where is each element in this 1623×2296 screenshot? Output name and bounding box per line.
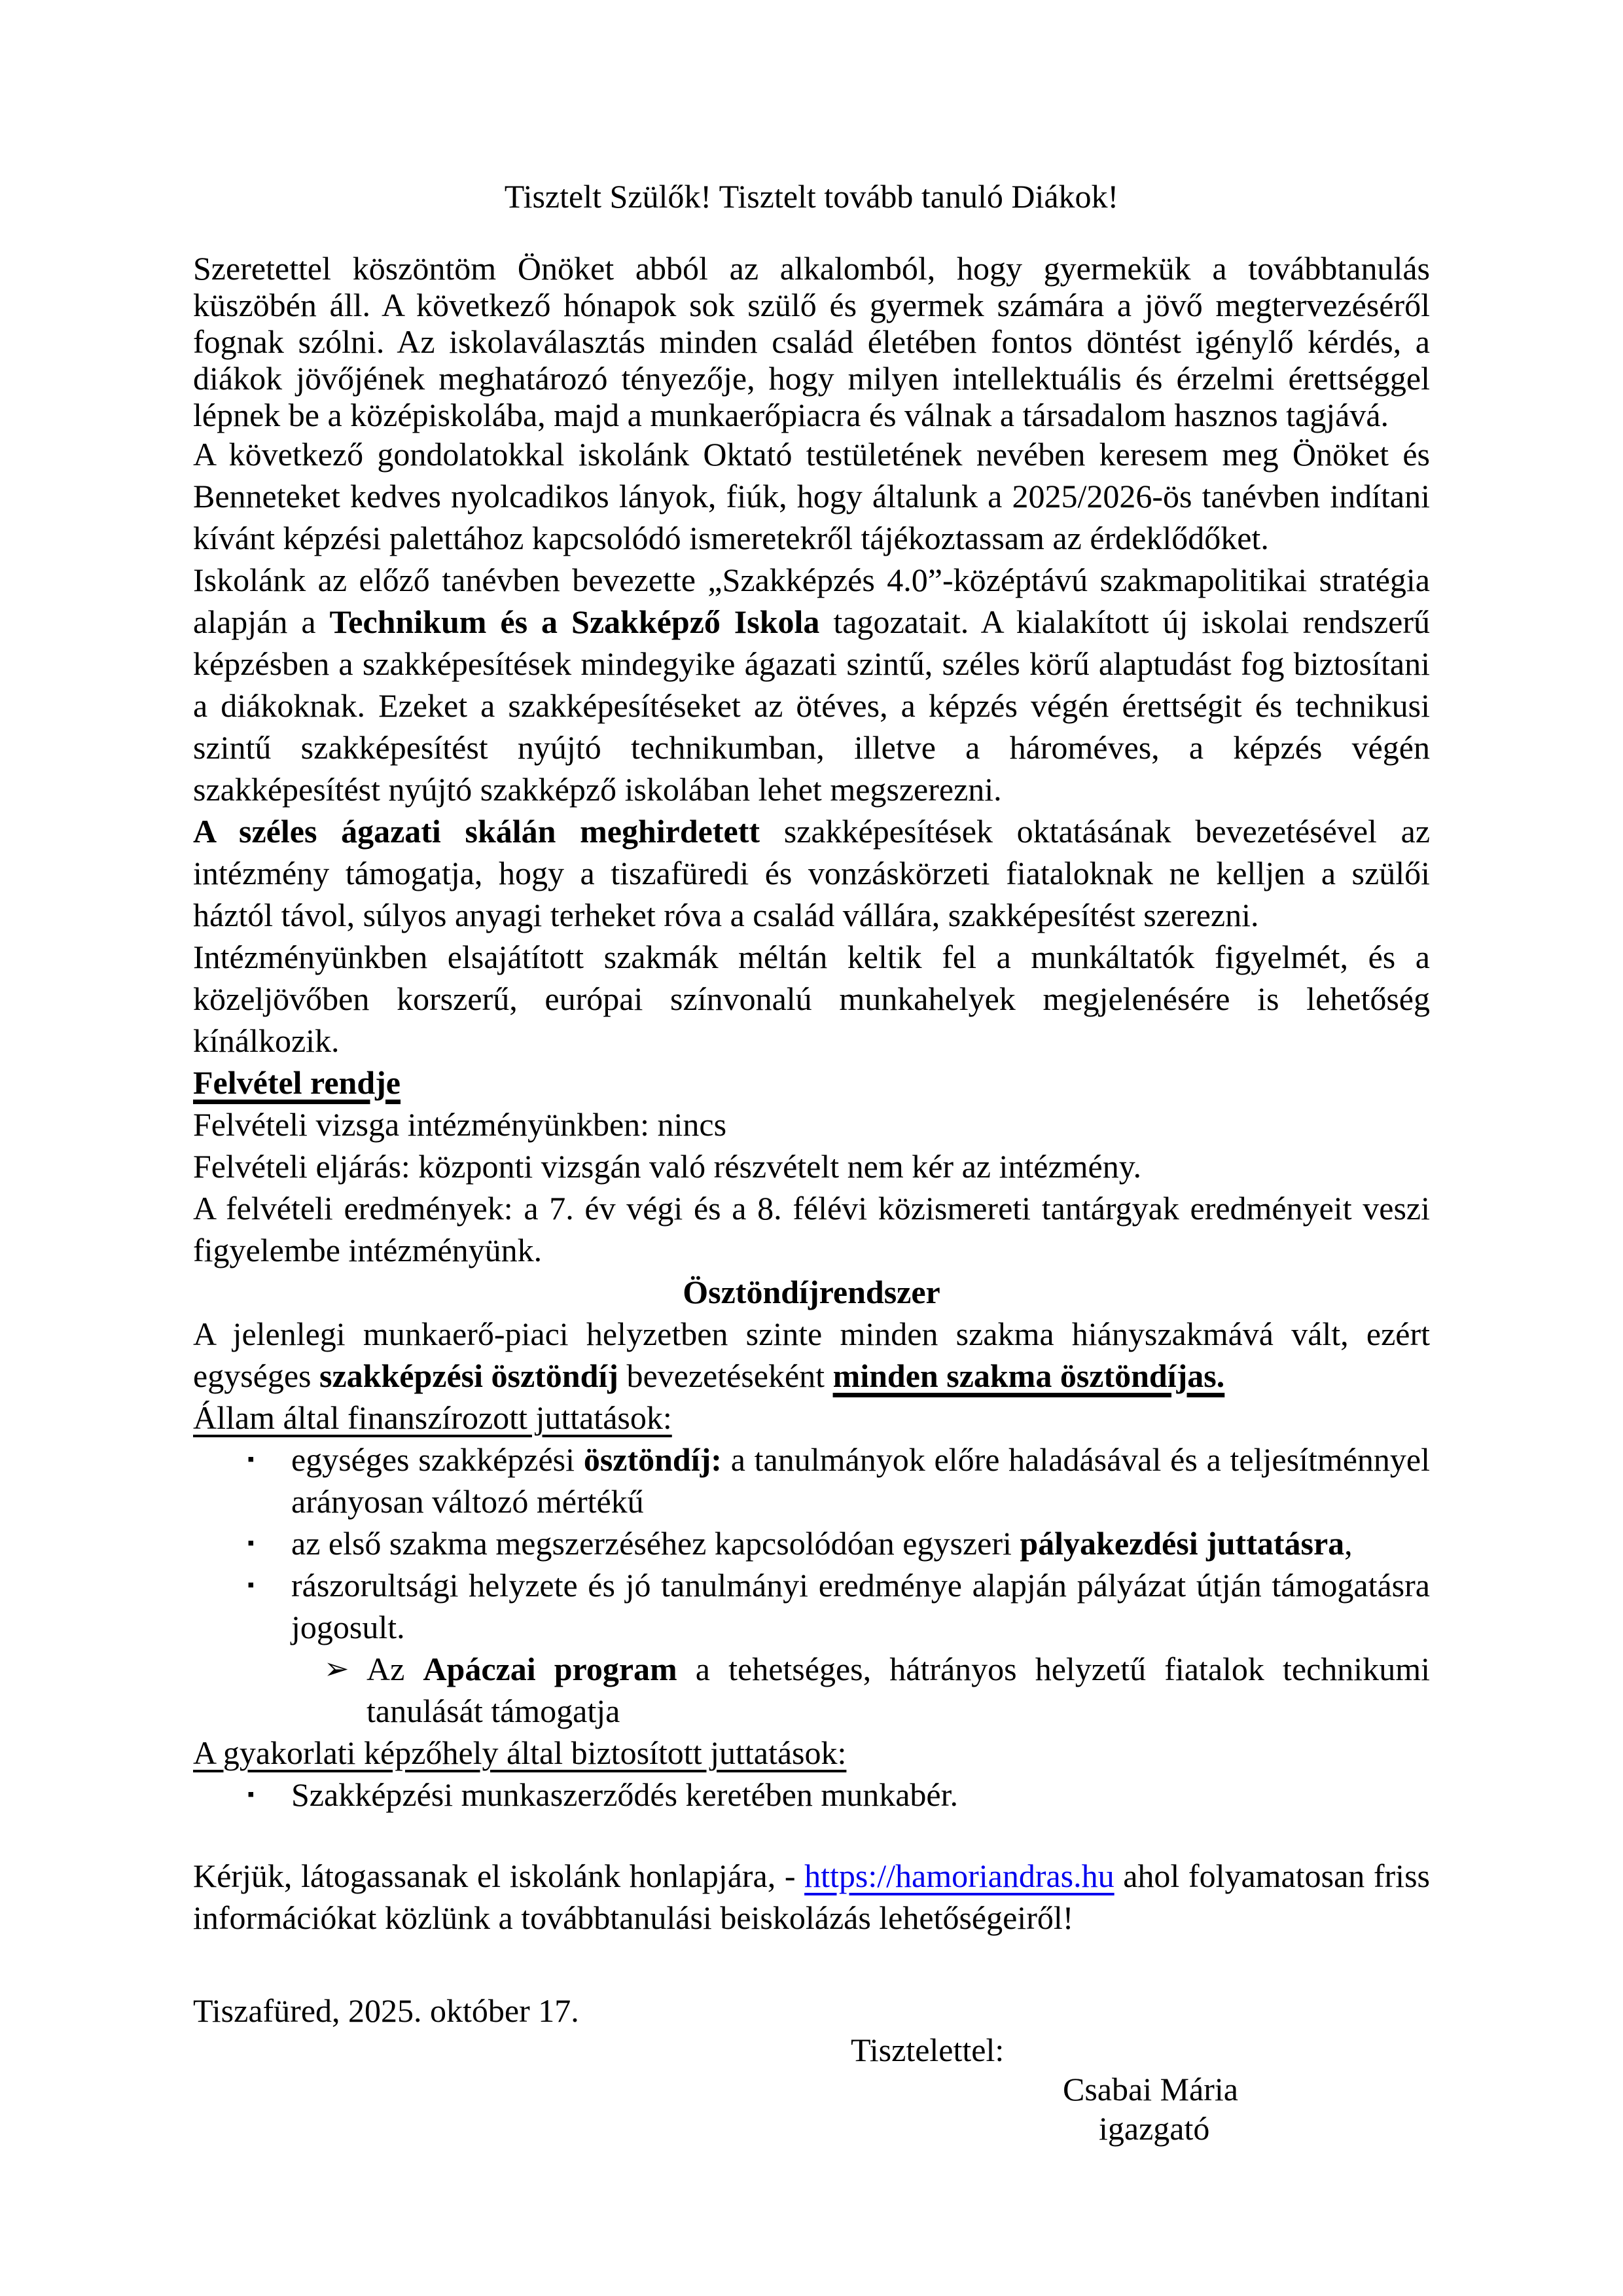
text-segment: a tanulmányok előre haladásával és a teljesítménnyel arányosan változó mértékű xyxy=(291,1441,1430,1520)
bold-palyakezdesi-juttatas: pályakezdési juttatásra xyxy=(1020,1525,1345,1562)
square-bullet-icon: ▪ xyxy=(247,1784,255,1805)
paragraph-munkaltatok: Intézményünkben elsajátított szakmák méltán keltik fel a munkáltatók figyelmét, és a közeljövőben korszerű, európai színvonalú munkahelyek megjelenésére is lehetőség kínálkozik. xyxy=(193,939,1430,1059)
bold-szakkepzesi-osztondij: szakképzési ösztöndíj xyxy=(319,1357,618,1394)
document-title: Tisztelt Szülők! Tisztelt tovább tanuló Diákok! xyxy=(504,178,1119,215)
heading-gyakorlati-juttatasok-text: A gyakorlati képzőhely által biztosított juttatások: xyxy=(193,1734,847,1771)
text-segment: Kérjük, látogassanak el iskolánk honlapjára, - xyxy=(193,1857,805,1894)
text-segment: bevezetéseként xyxy=(618,1357,833,1394)
square-bullet-icon: ▪ xyxy=(247,1532,255,1554)
paragraph-agazati xyxy=(193,810,1430,936)
paragraph-munkaero-piaci xyxy=(193,1313,1430,1397)
text-segment: tagozatait. A kialakított új iskolai rendszerű képzésben a szakképesítések mindegyike ágazati szintű, széles körű alaptudást fog biztosítani a diákoknak. Ezeket a szakképesítéseket az ötéves, a képzés végén érettségit és technikusi szintű szakképesítést nyújtó technikumban, illetve a hároméves, a képzés végén szakképesítést nyújtó szakképző iskolában lehet megszerezni. xyxy=(193,603,1430,808)
heading-allami-juttatasok-text: Állam által finanszírozott juttatások: xyxy=(193,1399,672,1436)
paragraph-intro: A következő gondolatokkal iskolánk Oktató testületének nevében keresem meg Önöket és Benneteket kedves nyolcadikos lányok, fiúk, hogy általunk a 2025/2026-ös tanévben indítani kívánt képzési palettához kapcsolódó ismeretekről tájékoztassam az érdeklődőket. xyxy=(193,436,1430,556)
text-segment: Szakképzési munkaszerződés keretében munkabér. xyxy=(291,1776,959,1813)
date-line: Tiszafüred, 2025. október 17. xyxy=(193,1992,579,2029)
bullet-item-raszorultsagi xyxy=(193,1564,1430,1648)
text-segment: A jelenlegi munkaerő-piaci helyzetben szinte minden szakma hiányszakmává vált, ezért egységes xyxy=(193,1316,1430,1394)
line-felveteli-eljaras: Felvételi eljárás: központi vizsgán való részvételt nem kér az intézmény. xyxy=(193,1148,1141,1185)
bold-osztondij-label: ösztöndíj: xyxy=(583,1441,722,1478)
arrow-bullet-icon: ➢ xyxy=(324,1652,349,1685)
bold-underline-minden-szakma: minden szakma ösztöndíjas. xyxy=(832,1357,1225,1394)
bullet-item-munkaber xyxy=(193,1774,1430,1816)
bullet-item-palyakezdesi xyxy=(193,1522,1430,1564)
text-segment: , xyxy=(1344,1525,1353,1562)
line-felveteli-vizsga: Felvételi vizsga intézményünkben: nincs xyxy=(193,1106,727,1143)
heading-felvetel-rendje xyxy=(193,1062,1430,1103)
link-hamoriandras[interactable]: https://hamoriandras.hu xyxy=(804,1857,1115,1894)
text-segment: egységes szakképzési xyxy=(291,1441,584,1478)
text-segment: ahol folyamatosan friss információkat közlünk a továbbtanulási beiskolázás lehetőségeiről! xyxy=(193,1857,1430,1936)
text-segment: az első szakma megszerzéséhez kapcsolódóan egyszeri xyxy=(291,1525,1020,1562)
text-segment: rászorultsági helyzete és jó tanulmányi eredménye alapján pályázat útján támogatásra jogosult. xyxy=(291,1567,1430,1645)
closing-salutation: Tisztelettel: xyxy=(851,2032,1005,2068)
paragraph-greeting: Szeretettel köszöntöm Önöket abból az alkalomból, hogy gyermekük a továbbtanulás küszöbén áll. A következő hónapok sok szülő és gyermek számára a jövő megtervezéséről fognak szólni. Az iskolaválasztás minden család életében fontos döntést igénylő kérdés, a diákok jövőjének meghatározó tényezője, hogy milyen intellektuális és érzelmi érettséggel lépnek be a középiskolába, majd a munkaerőpiacra és válnak a társadalom hasznos tagjává. xyxy=(193,250,1430,433)
heading-felvetel-rendje-text: Felvétel rendje xyxy=(193,1064,401,1101)
bold-apaczai-program: Apáczai program xyxy=(423,1651,677,1687)
text-segment: szakképesítések oktatásának bevezetésével az intézmény támogatja, hogy a tiszafüredi és vonzáskörzeti fiataloknak ne kelljen a szülői háztól távol, súlyos anyagi terheket róva a család vállára, szakképesítést szerezni. xyxy=(193,813,1431,933)
bullet-item-osztondij xyxy=(193,1439,1430,1522)
square-bullet-icon: ▪ xyxy=(247,1574,255,1596)
text-segment: Iskolánk az előző tanévben bevezette „Szakképzés 4.0”-középtávú szakmapolitikai stratégia alapján a xyxy=(193,562,1430,640)
paragraph-program xyxy=(193,559,1430,810)
paragraph-website xyxy=(193,1855,1430,1939)
text-segment: a tehetséges, hátrányos helyzetű fiatalok technikumi tanulását támogatja xyxy=(366,1651,1430,1729)
signature-name: Csabai Mária xyxy=(1063,2071,1238,2108)
paragraph-felveteli-eredmenyek: A felvételi eredmények: a 7. év végi és a 8. félévi közismereti tantárgyak eredményeit veszi figyelembe intézményünk. xyxy=(193,1190,1430,1268)
text-segment: Az xyxy=(366,1651,423,1687)
bold-technikum-szakkepzo: Technikum és a Szakképző Iskola xyxy=(329,603,820,640)
bold-szeles-agazati: A széles ágazati skálán meghirdetett xyxy=(193,813,760,850)
sub-bullet-apaczai xyxy=(193,1648,1430,1732)
heading-allami-juttatasok xyxy=(193,1397,1430,1439)
heading-gyakorlati-juttatasok xyxy=(193,1732,1430,1774)
square-bullet-icon: ▪ xyxy=(247,1448,255,1470)
heading-osztondijrendszer: Ösztöndíjrendszer xyxy=(683,1274,940,1310)
signature-role: igazgató xyxy=(1099,2110,1210,2147)
